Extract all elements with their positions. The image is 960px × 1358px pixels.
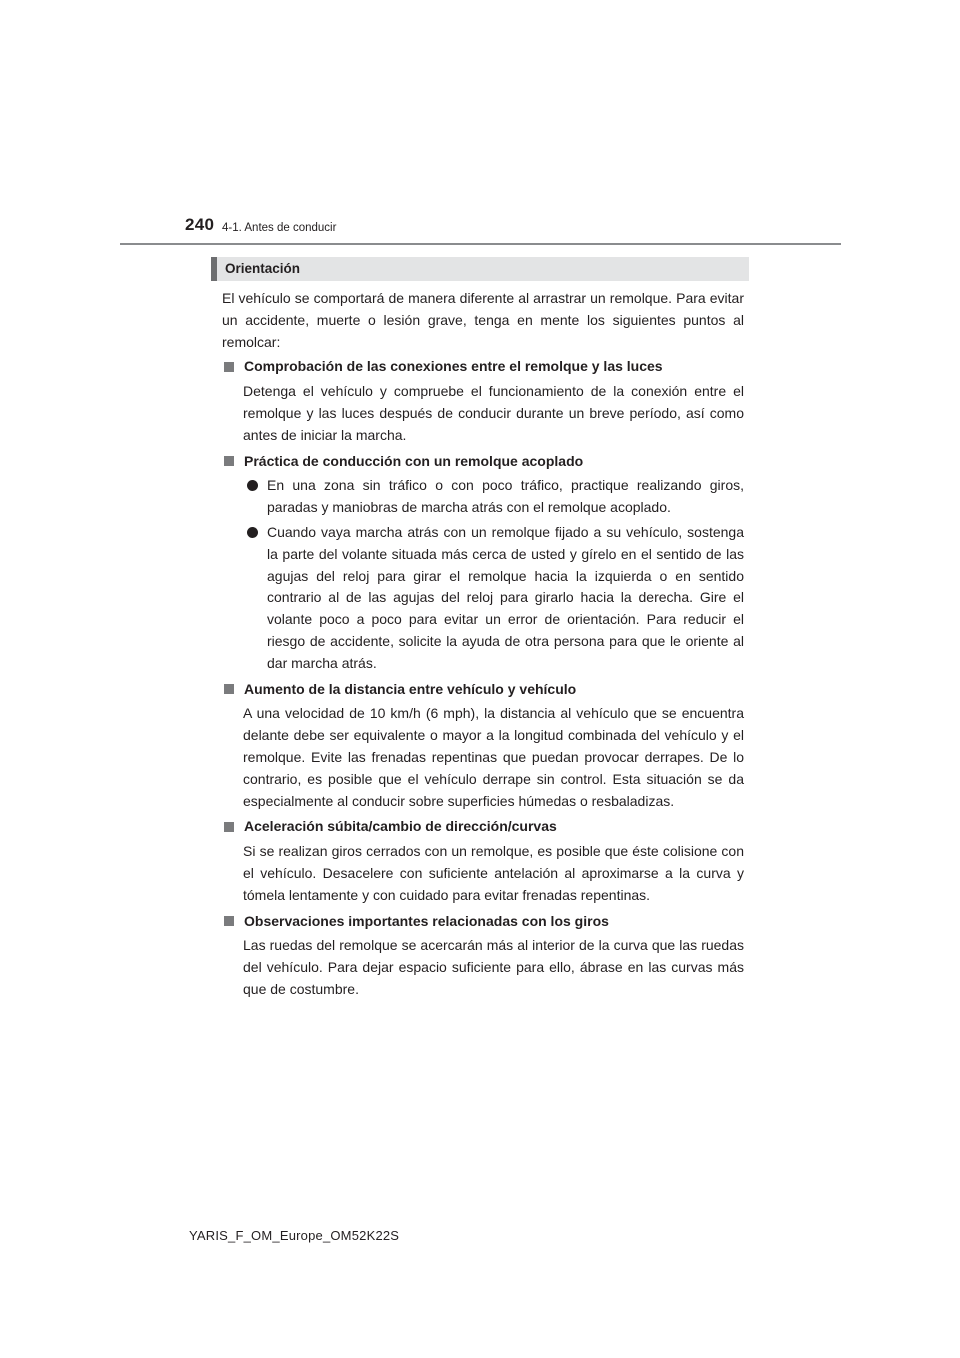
document-code: YARIS_F_OM_Europe_OM52K22S xyxy=(189,1228,400,1243)
page-number: 240 xyxy=(185,215,215,234)
square-bullet-icon xyxy=(224,822,234,832)
section-bullets xyxy=(243,475,744,674)
circle-bullet-icon xyxy=(247,527,258,538)
list-item xyxy=(244,475,744,519)
section-body: Detenga el vehículo y compruebe el funcionamiento de la conexión entre el remolque y las luces después de conducir durante un breve período, así como antes de iniciar la marcha. xyxy=(243,383,744,443)
section-heading-text: Práctica de conducción con un remolque acoplado xyxy=(244,452,584,469)
orientation-content xyxy=(222,288,744,1005)
heading-accent xyxy=(211,257,217,281)
section-following-distance xyxy=(222,679,744,813)
section-heading xyxy=(222,911,744,933)
list-item xyxy=(244,522,744,675)
orientation-heading-bar xyxy=(211,257,749,281)
section-driving-practice xyxy=(222,451,744,675)
section-breadcrumb: 4-1. Antes de conducir xyxy=(222,222,337,234)
section-acceleration-curves xyxy=(222,816,744,906)
intro-paragraph: El vehículo se comportará de manera diferente al arrastrar un remolque. Para evitar un accidente, muerte o lesión grave, tenga en mente los siguientes puntos al remolcar: xyxy=(222,290,744,350)
section-heading xyxy=(222,356,744,378)
square-bullet-icon xyxy=(224,916,234,926)
section-trailer-lights xyxy=(222,356,744,446)
section-turning-notes xyxy=(222,911,744,1001)
section-heading-text: Observaciones importantes relacionadas con los giros xyxy=(244,912,609,929)
section-heading xyxy=(222,679,744,701)
section-heading-text: Aumento de la distancia entre vehículo y vehículo xyxy=(244,680,577,697)
section-body: A una velocidad de 10 km/h (6 mph), la distancia al vehículo que se encuentra delante debe ser equivalente o mayor a la longitud combinada del vehículo y el remolque. Evite las frenadas repentinas que puedan provocar derrapes. De lo contrario, es posible que el vehículo derrape sin control. Esta situación se da especialmente al conducir sobre superficies húmedas o resbaladizas. xyxy=(243,705,744,809)
section-heading xyxy=(222,816,744,838)
section-heading-text: Comprobación de las conexiones entre el remolque y las luces xyxy=(244,358,663,375)
square-bullet-icon xyxy=(224,684,234,694)
section-heading xyxy=(222,451,744,473)
list-item-text: En una zona sin tráfico o con poco tráfico, practique realizando giros, paradas y maniobras de marcha atrás con el remolque acoplado. xyxy=(267,477,744,516)
section-heading-text: Aceleración súbita/cambio de dirección/curvas xyxy=(244,818,557,835)
section-body: Las ruedas del remolque se acercarán más al interior de la curva que las ruedas del vehículo. Para dejar espacio suficiente para ello, ábrase en las curvas más que de costumbre. xyxy=(243,937,744,997)
square-bullet-icon xyxy=(224,456,234,466)
list-item-text: Cuando vaya marcha atrás con un remolque fijado a su vehículo, sostenga la parte del volante situada más cerca de usted y gírelo en el sentido de las agujas del reloj para girar el remolque hacia la izquierda o en sentido contrario al de las agujas del reloj para girarlo hacia la derecha. Gire el volante poco a poco para evitar un error de orientación. Para reducir el riesgo de accidente, solicite la ayuda de otra persona para que le oriente al dar marcha atrás. xyxy=(267,523,744,671)
section-body: Si se realizan giros cerrados con un remolque, es posible que éste colisione con el vehículo. Desacelere con suficiente antelación al aproximarse a la curva y tómela lentamente y con cuidado para evitar frenadas repentinas. xyxy=(243,843,744,903)
header-divider xyxy=(120,243,841,245)
orientation-title: Orientación xyxy=(225,261,301,276)
circle-bullet-icon xyxy=(247,480,258,491)
square-bullet-icon xyxy=(224,362,234,372)
page-header xyxy=(0,0,960,250)
